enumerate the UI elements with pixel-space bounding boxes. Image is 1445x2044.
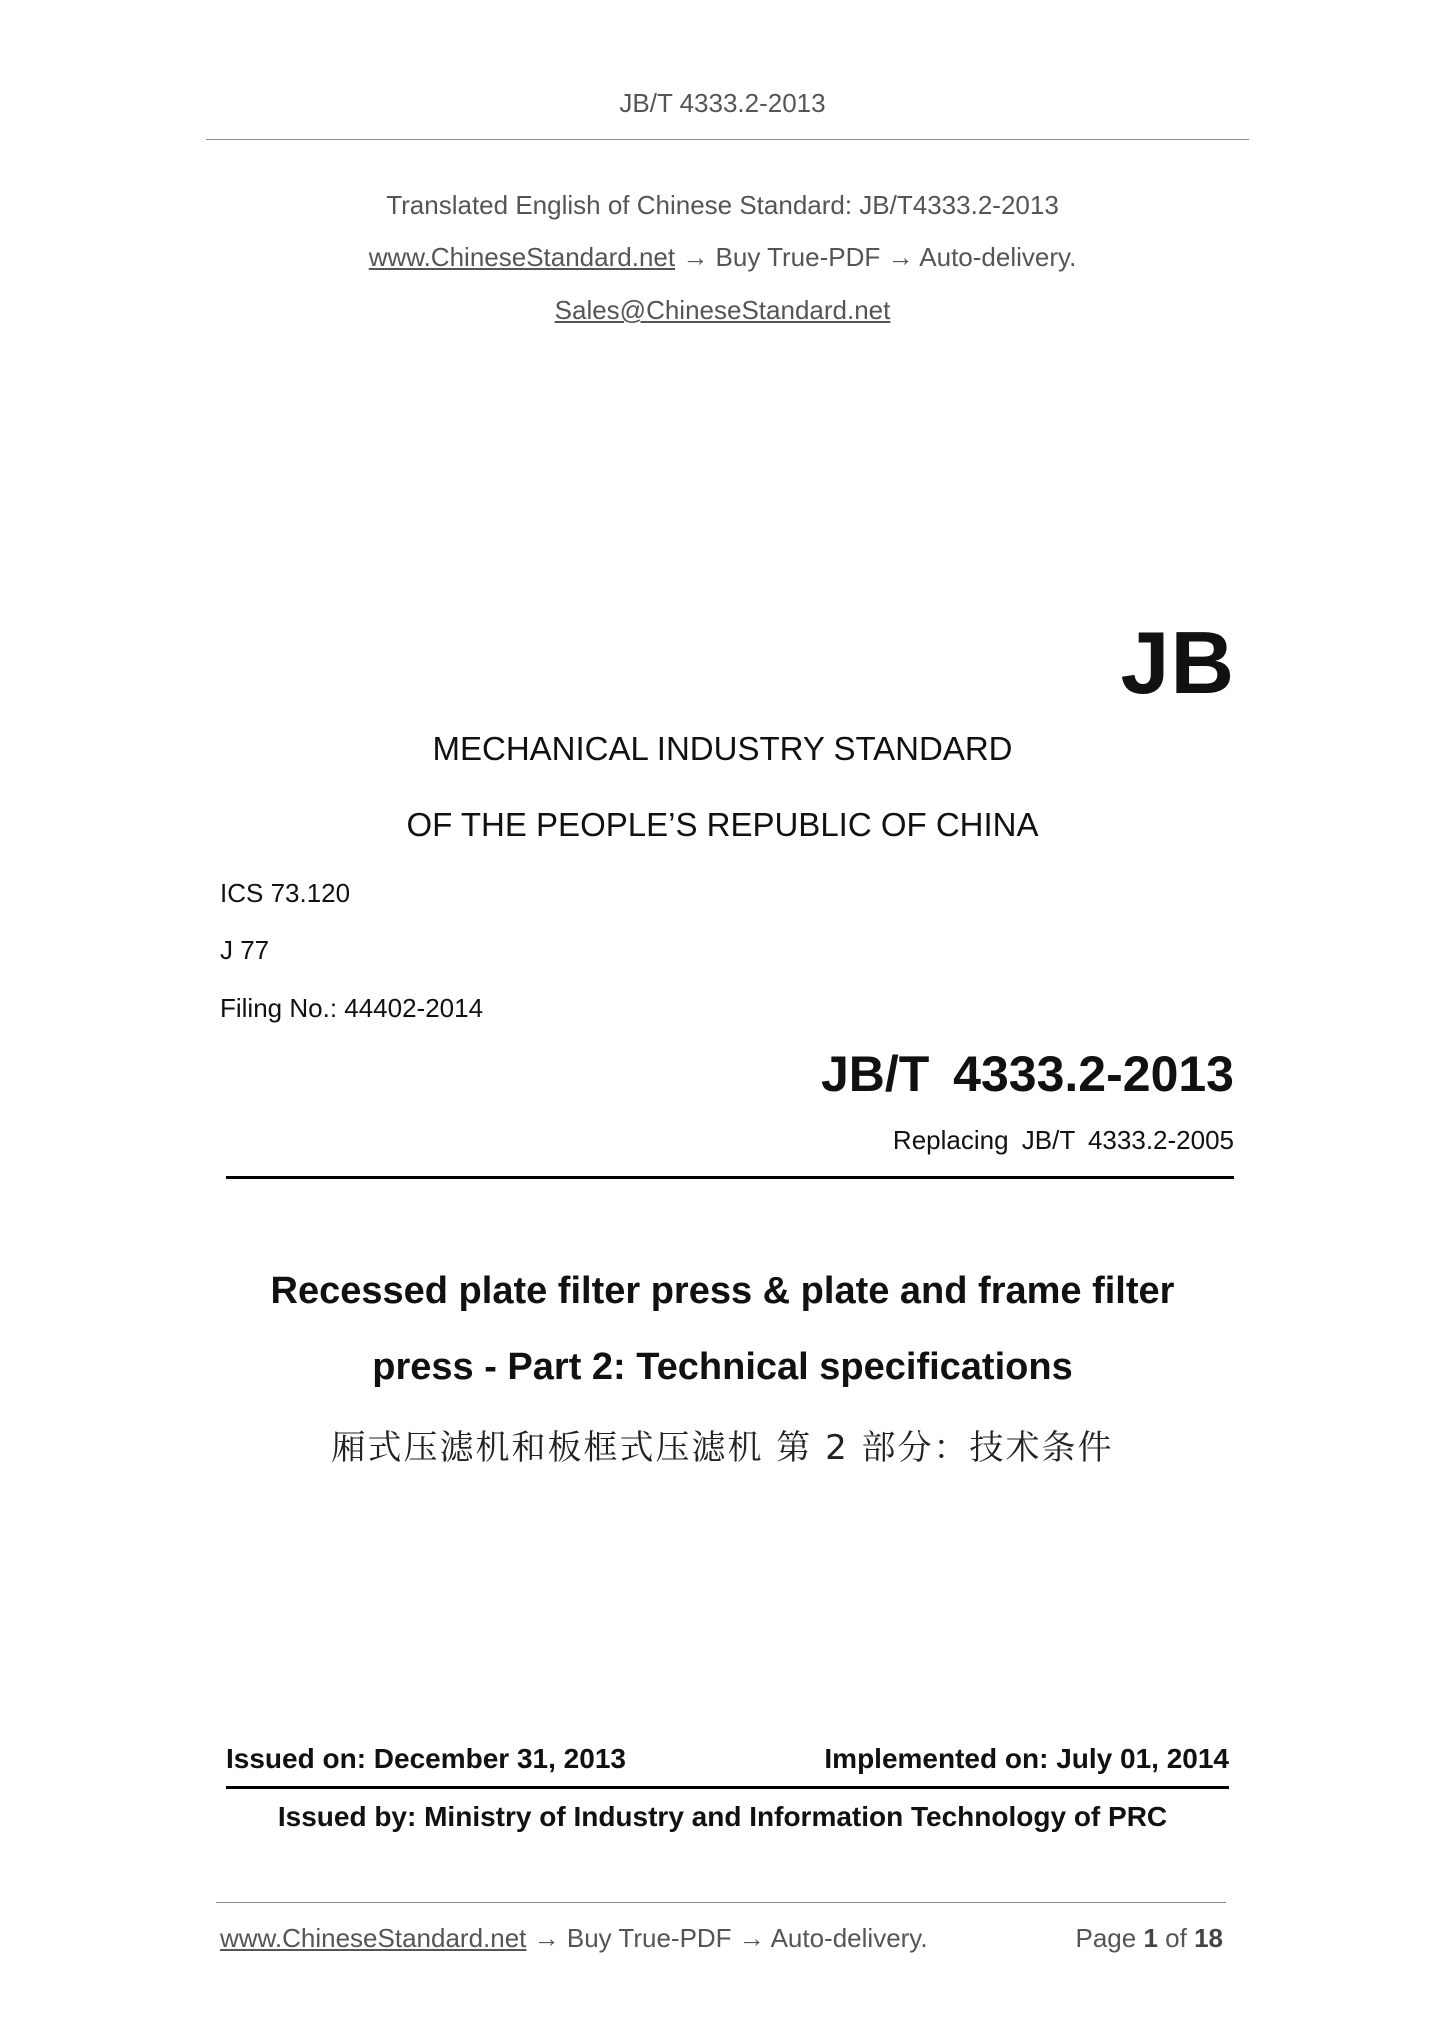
ics-code: ICS 73.120 — [220, 878, 351, 908]
jb-logo: JB — [1120, 613, 1235, 712]
standard-body-line-1: MECHANICAL INDUSTRY STANDARD — [432, 730, 1013, 767]
filing-number: Filing No.: 44402-2014 — [220, 993, 484, 1023]
footer-purchase-text: → Buy True-PDF → Auto-delivery. — [526, 1923, 928, 1953]
running-header: JB/T 4333.2-2013 — [619, 88, 826, 118]
email-link[interactable]: Sales@ChineseStandard.net — [554, 295, 891, 325]
header-divider — [206, 139, 1249, 140]
title-english-line-2: press - Part 2: Technical specifications — [372, 1346, 1073, 1388]
title-chinese: 厢式压滤机和板框式压滤机 第 2 部分：技术条件 — [331, 1428, 1114, 1468]
ccs-code: J 77 — [220, 935, 270, 965]
purchase-line — [0, 242, 1445, 273]
page-label: Page — [1075, 1923, 1137, 1953]
website-link[interactable]: www.ChineseStandard.net — [368, 242, 676, 272]
footer-divider — [216, 1902, 1226, 1903]
dates-divider — [226, 1786, 1229, 1789]
title-english-line-1: Recessed plate filter press & plate and frame filter — [270, 1270, 1175, 1312]
page-total: 18 — [1194, 1923, 1223, 1953]
document-number: JB/T 4333.2-2013 — [820, 1046, 1234, 1102]
page-indicator — [1075, 1923, 1223, 1954]
footer-website-link[interactable]: www.ChineseStandard.net — [220, 1923, 527, 1953]
issuing-authority: Issued by: Ministry of Industry and Information Technology of PRC — [277, 1801, 1168, 1832]
title-divider — [226, 1176, 1234, 1179]
standard-body-line-2: OF THE PEOPLE’S REPUBLIC OF CHINA — [406, 806, 1039, 843]
issued-on-date: Issued on: December 31, 2013 — [226, 1743, 626, 1774]
replacing-note: Replacing JB/T 4333.2-2005 — [892, 1125, 1234, 1155]
translation-notice: Translated English of Chinese Standard: JB/T4333.2-2013 — [386, 190, 1059, 220]
purchase-line-text: → Buy True-PDF → Auto-delivery. — [675, 242, 1077, 272]
footer-purchase-line — [220, 1923, 928, 1954]
page-of: of — [1165, 1923, 1187, 1953]
implemented-on-date: Implemented on: July 01, 2014 — [824, 1743, 1229, 1774]
email-line — [0, 295, 1445, 326]
page-current: 1 — [1143, 1923, 1158, 1953]
